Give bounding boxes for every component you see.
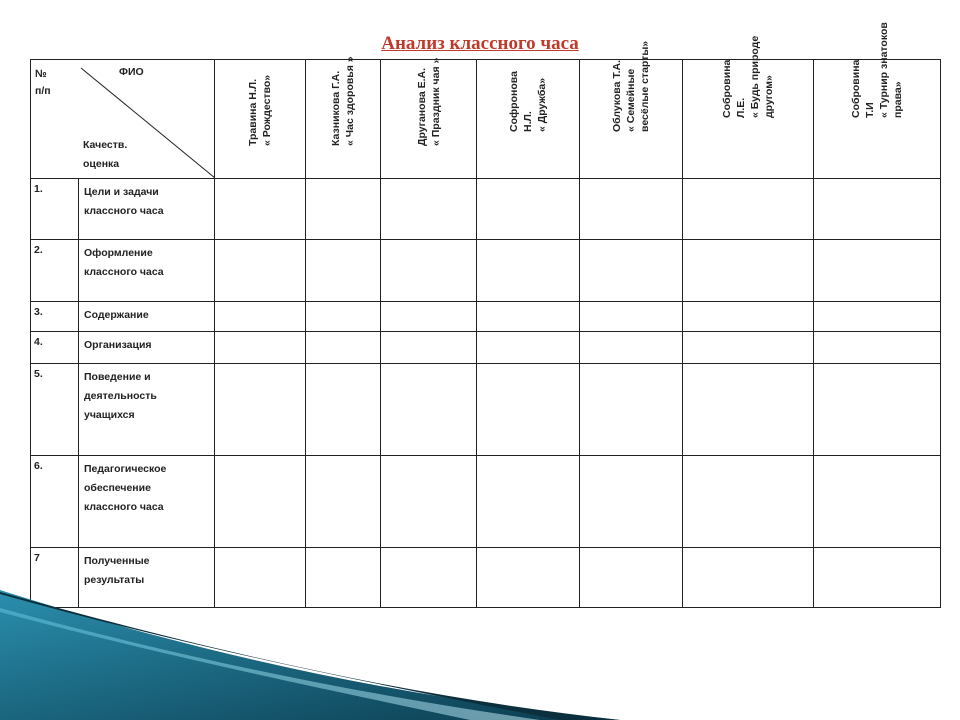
score-cell[interactable]	[580, 364, 683, 456]
table-row	[31, 456, 941, 548]
score-cell[interactable]	[381, 332, 477, 364]
lesson-topic: весёлые старты»	[639, 40, 651, 132]
lesson-topic: « Будь природе	[749, 35, 761, 118]
lesson-topic: « Семейные	[625, 68, 637, 132]
score-cell[interactable]	[477, 302, 580, 332]
lesson-topic: « Дружба»	[536, 77, 548, 132]
criterion-label: Поведение и деятельность учащихся	[79, 364, 215, 456]
score-cell[interactable]	[580, 240, 683, 302]
header-row	[31, 60, 941, 179]
teacher-name: Т.И	[864, 102, 876, 118]
criterion-label: Педагогическое обеспечение классного часа	[79, 456, 215, 548]
score-cell[interactable]	[580, 179, 683, 240]
row-number: 1.	[31, 179, 79, 240]
score-cell[interactable]	[683, 240, 814, 302]
score-cell[interactable]	[683, 332, 814, 364]
lesson-topic: « Рождество»	[261, 74, 273, 146]
lesson-topic: « Турнир знатоков	[878, 22, 890, 118]
teacher-column-header	[814, 22, 941, 179]
score-cell[interactable]	[306, 240, 381, 302]
teacher-name: Собровина	[850, 59, 862, 118]
corner-header	[31, 60, 215, 179]
score-cell[interactable]	[306, 456, 381, 548]
score-cell[interactable]	[683, 179, 814, 240]
teacher-column-header	[477, 60, 580, 179]
score-cell[interactable]	[683, 456, 814, 548]
lesson-topic: права»	[892, 81, 904, 118]
score-cell[interactable]	[306, 302, 381, 332]
score-cell[interactable]	[814, 364, 941, 456]
row-number: 2.	[31, 240, 79, 302]
teacher-name: Собровина	[721, 59, 733, 118]
quality-header: Качеств. оценка	[83, 139, 128, 170]
teacher-column-header	[683, 35, 814, 179]
table-row	[31, 179, 941, 240]
score-cell[interactable]	[814, 302, 941, 332]
score-cell[interactable]	[215, 332, 306, 364]
score-cell[interactable]	[477, 456, 580, 548]
score-cell[interactable]	[381, 364, 477, 456]
lesson-topic: « Праздник чая »	[429, 57, 442, 146]
teacher-name: Друганова Е.А.	[415, 67, 428, 146]
score-cell[interactable]	[215, 240, 306, 302]
row-number: 4.	[31, 332, 79, 364]
fio-header: ФИО	[119, 66, 144, 78]
score-cell[interactable]	[477, 364, 580, 456]
table-row	[31, 332, 941, 364]
score-cell[interactable]	[381, 179, 477, 240]
table-row	[31, 302, 941, 332]
teacher-name: Л.Е.	[735, 97, 747, 118]
score-cell[interactable]	[814, 456, 941, 548]
score-cell[interactable]	[215, 364, 306, 456]
row-number: 6.	[31, 456, 79, 548]
teacher-name: Софронова	[508, 71, 520, 132]
score-cell[interactable]	[306, 179, 381, 240]
table-row	[31, 240, 941, 302]
number-header: № п/п	[35, 68, 51, 97]
score-cell[interactable]	[381, 240, 477, 302]
teacher-name: Травина Н.Л.	[247, 78, 259, 146]
teacher-column-header	[215, 60, 306, 179]
row-number: 7	[31, 548, 79, 608]
criterion-label: Оформление классного часа	[79, 240, 215, 302]
teacher-name: Облукова Т.А.	[611, 59, 623, 132]
row-number: 3.	[31, 302, 79, 332]
score-cell[interactable]	[381, 456, 477, 548]
score-cell[interactable]	[477, 179, 580, 240]
score-cell[interactable]	[477, 240, 580, 302]
score-cell[interactable]	[477, 332, 580, 364]
criterion-label: Цели и задачи классного часа	[79, 179, 215, 240]
teacher-name: Н.Л.	[522, 111, 534, 132]
score-cell[interactable]	[814, 240, 941, 302]
decorative-swoosh	[0, 590, 960, 720]
score-cell[interactable]	[306, 332, 381, 364]
teacher-column-header	[381, 57, 477, 179]
row-number: 5.	[31, 364, 79, 456]
criterion-label: Организация	[79, 332, 215, 364]
score-cell[interactable]	[215, 179, 306, 240]
score-cell[interactable]	[580, 456, 683, 548]
teacher-column-header	[580, 40, 683, 179]
score-cell[interactable]	[580, 332, 683, 364]
score-cell[interactable]	[814, 332, 941, 364]
teacher-name: Казникова Г.А.	[330, 70, 342, 146]
lesson-topic: « Час здоровья »	[344, 56, 356, 146]
score-cell[interactable]	[683, 364, 814, 456]
score-cell[interactable]	[215, 302, 306, 332]
score-cell[interactable]	[580, 302, 683, 332]
score-cell[interactable]	[215, 456, 306, 548]
score-cell[interactable]	[381, 302, 477, 332]
page-title: Анализ классного часа	[381, 33, 579, 54]
teacher-column-header	[306, 56, 381, 179]
criterion-label: Полученные результаты	[79, 548, 215, 608]
score-cell[interactable]	[306, 364, 381, 456]
criterion-label: Содержание	[79, 302, 215, 332]
table-row	[31, 364, 941, 456]
lesson-topic: другом»	[763, 75, 775, 118]
score-cell[interactable]	[683, 302, 814, 332]
score-cell[interactable]	[814, 179, 941, 240]
